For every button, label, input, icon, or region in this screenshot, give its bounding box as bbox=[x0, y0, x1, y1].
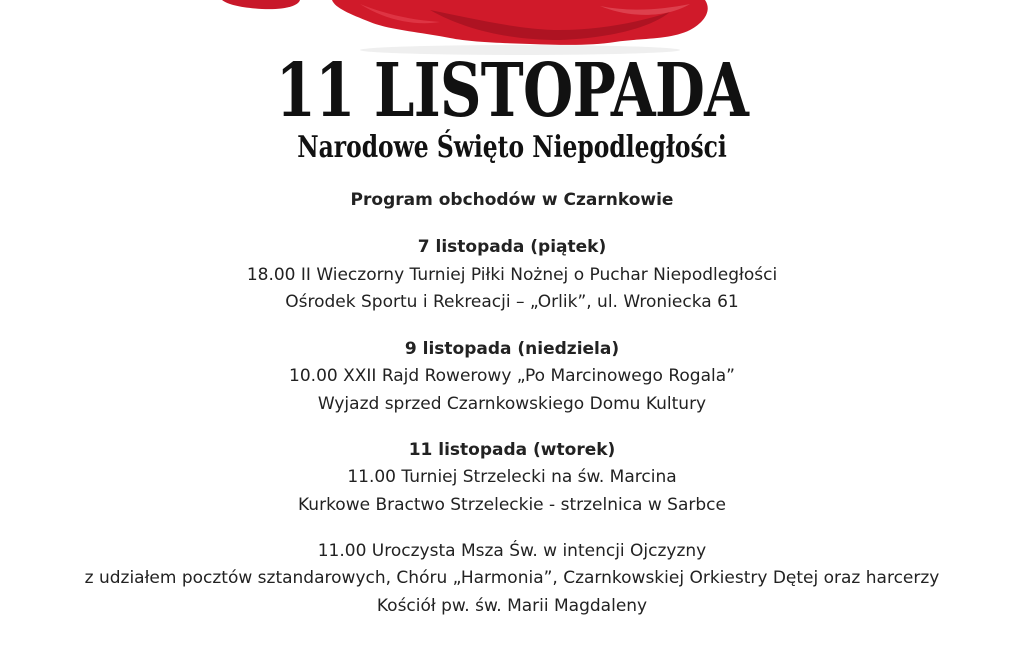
day-date: 11 listopada (wtorek) bbox=[408, 440, 616, 460]
program-heading: Program obchodów w Czarnkowie bbox=[350, 190, 674, 210]
event-line: 11.00 Uroczysta Msza Św. w intencji Ojczyzny bbox=[317, 541, 707, 561]
poppy-petal-left bbox=[222, 0, 300, 9]
day-date: 7 listopada (piątek) bbox=[417, 237, 607, 257]
event-line: Kościół pw. św. Marii Magdaleny bbox=[376, 596, 648, 616]
event-line: z udziałem pocztów sztandarowych, Chóru „Harmonia”, Czarnkowskiej Orkiestry Dętej oraz harcerzy bbox=[84, 568, 940, 588]
day-date: 9 listopada (niedziela) bbox=[404, 339, 620, 359]
page-subtitle: Narodowe Święto Niepodległości bbox=[297, 130, 727, 165]
event-line: 10.00 XXII Rajd Rowerowy „Po Marcinowego Rogala” bbox=[289, 366, 735, 386]
event-line: 11.00 Turniej Strzelecki na św. Marcina bbox=[347, 467, 677, 487]
event-line: Kurkowe Bractwo Strzeleckie - strzelnica w Sarbce bbox=[298, 495, 726, 515]
event-line: Wyjazd sprzed Czarnkowskiego Domu Kultury bbox=[317, 394, 707, 414]
event-line: 18.00 II Wieczorny Turniej Piłki Nożnej o Puchar Niepodległości bbox=[246, 265, 778, 285]
event-line: Ośrodek Sportu i Rekreacji – „Orlik”, ul. Wroniecka 61 bbox=[285, 292, 739, 312]
page-title: 11 LISTOPADA bbox=[275, 48, 749, 134]
